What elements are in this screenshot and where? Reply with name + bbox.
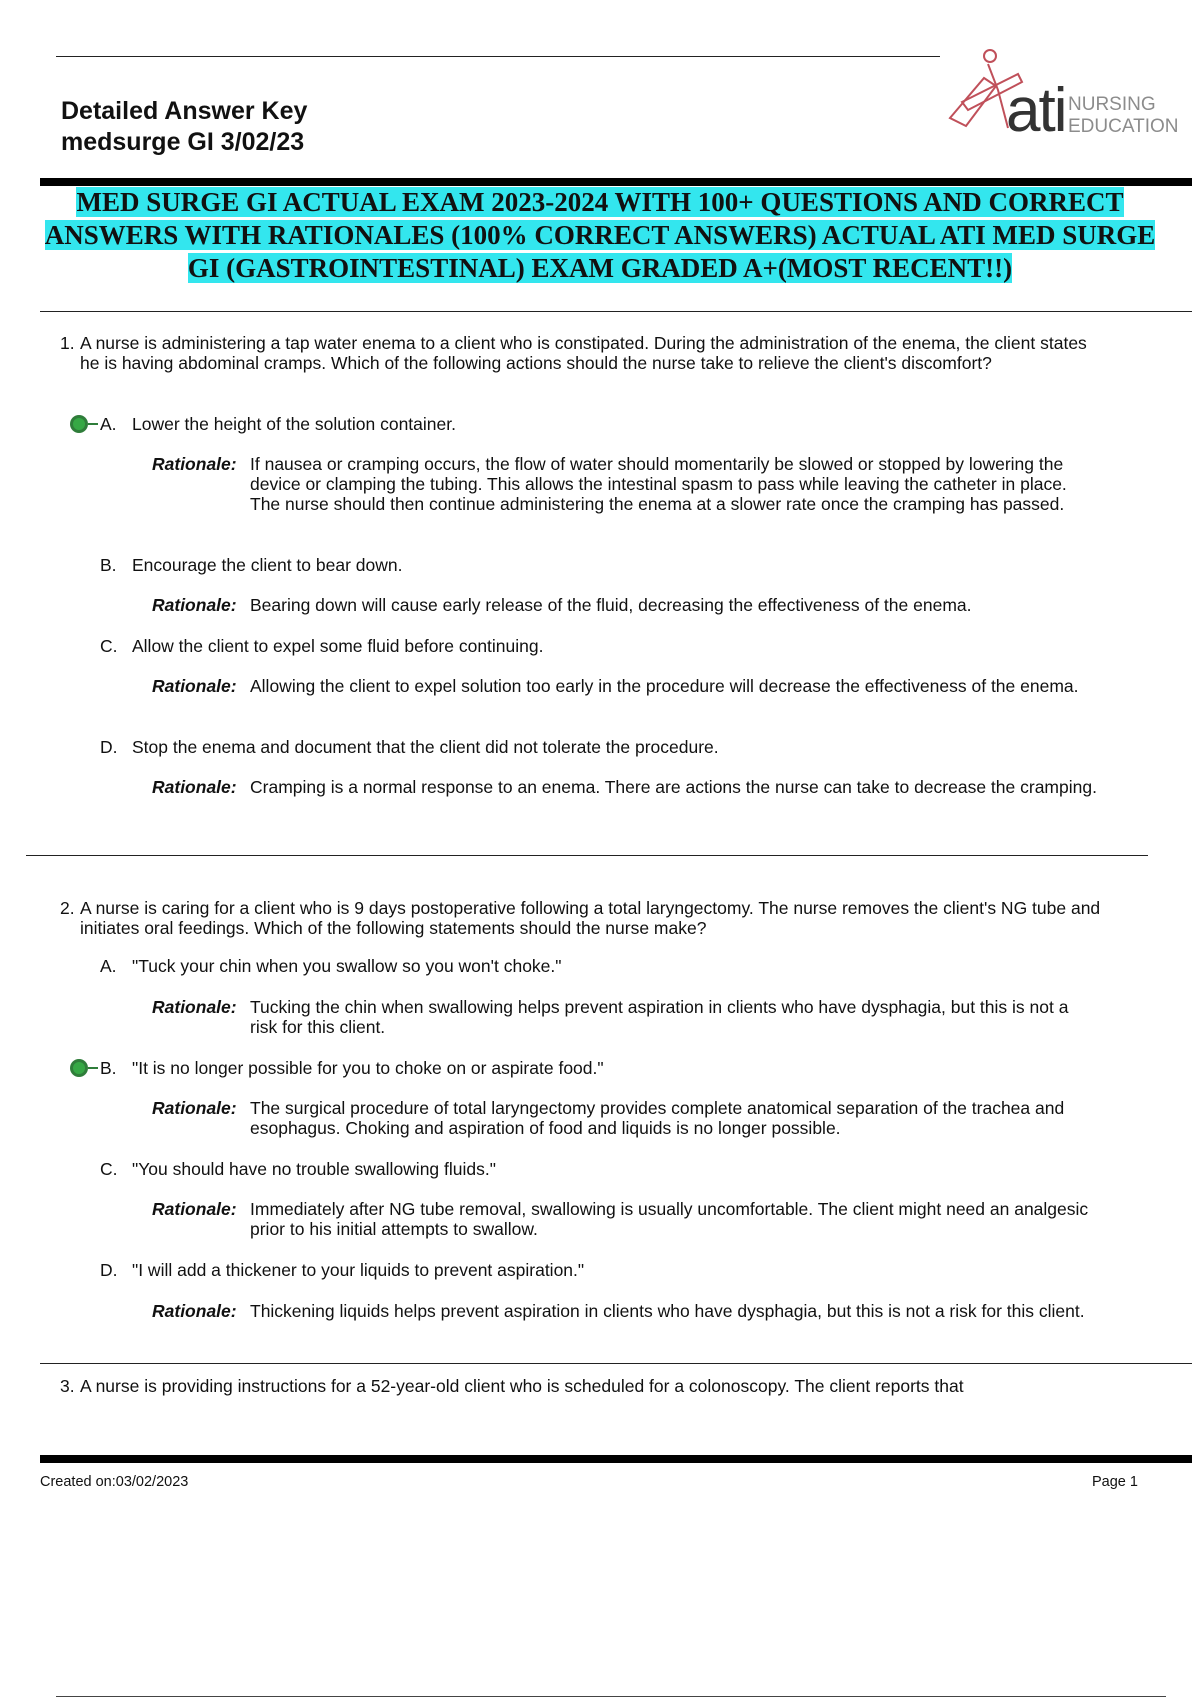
- exam-banner-text: MED SURGE GI ACTUAL EXAM 2023-2024 WITH 100+ QUESTIONS AND CORRECT ANSWERS WITH RATIONALES (100% CORRECT ANSWERS) ACTUAL ATI MED SURGE GI (GASTROINTESTINAL) EXAM GRADED A+(MOST RECENT!!): [44, 187, 1156, 283]
- option-letter: D.: [100, 1260, 118, 1280]
- title-line-1: Detailed Answer Key: [61, 97, 308, 125]
- option-1a[interactable]: [100, 414, 456, 434]
- option-letter: C.: [100, 636, 118, 656]
- rationale-label: Rationale:: [152, 1199, 237, 1219]
- page-number: Page 1: [1092, 1474, 1138, 1490]
- rationale-2c: [152, 1199, 1112, 1241]
- question-text: A nurse is caring for a client who is 9 days postoperative following a total laryngectomy. The nurse removes the client's NG tube and initiates oral feedings. Which of the following statements should the nurse make?: [80, 898, 1101, 938]
- option-letter: C.: [100, 1159, 118, 1179]
- rationale-label: Rationale:: [152, 454, 237, 474]
- ati-logo: [944, 44, 1179, 154]
- option-letter: B.: [100, 555, 117, 575]
- rationale-1d: [152, 777, 1112, 819]
- rationale-2d: [152, 1301, 1112, 1343]
- logo-ati-text: ati: [1006, 76, 1066, 145]
- doc-title: [61, 96, 307, 158]
- option-text: "You should have no trouble swallowing fluids.": [132, 1159, 496, 1179]
- question-divider: [26, 855, 1148, 856]
- rationale-1b: [152, 595, 1112, 617]
- question-text: A nurse is administering a tap water enema to a client who is constipated. During the administration of the enema, the client states he is having abdominal cramps. Which of the following actions should the nurse take to relieve the client's discomfort?: [80, 333, 1087, 373]
- rationale-label: Rationale:: [152, 595, 237, 615]
- created-date: Created on:03/02/2023: [40, 1474, 189, 1490]
- option-text: Encourage the client to bear down.: [132, 555, 403, 575]
- rationale-text: Bearing down will cause early release of the fluid, decreasing the effectiveness of the enema.: [250, 595, 972, 615]
- option-text: "I will add a thickener to your liquids to prevent aspiration.": [132, 1260, 585, 1280]
- rationale-2b: [152, 1098, 1112, 1140]
- option-2c[interactable]: [100, 1159, 496, 1179]
- section-rule: [40, 311, 1192, 312]
- option-2b[interactable]: [100, 1058, 604, 1078]
- logo-subtitle: [1068, 94, 1178, 138]
- rationale-label: Rationale:: [152, 777, 237, 797]
- option-text: Stop the enema and document that the client did not tolerate the procedure.: [132, 737, 719, 757]
- bottom-rule: [56, 1696, 1166, 1697]
- option-letter: D.: [100, 737, 118, 757]
- rationale-label: Rationale:: [152, 997, 237, 1017]
- question-1-stem: [60, 333, 1110, 395]
- rationale-text: Allowing the client to expel solution too early in the procedure will decrease the effectiveness of the enema.: [250, 676, 1079, 696]
- question-2-stem: [60, 898, 1110, 940]
- option-2a[interactable]: [100, 956, 562, 976]
- footer-thick-rule: [40, 1455, 1192, 1463]
- question-number: 1.: [60, 333, 75, 353]
- rationale-text: Thickening liquids helps prevent aspiration in clients who have dysphagia, but this is not a risk for this client.: [250, 1301, 1085, 1321]
- option-letter: B.: [100, 1058, 117, 1078]
- rationale-label: Rationale:: [152, 676, 237, 696]
- option-1b[interactable]: [100, 555, 402, 575]
- top-rule: [56, 56, 940, 57]
- rationale-text: If nausea or cramping occurs, the flow of water should momentarily be slowed or stopped by lowering the device or clamping the tubing. This allows the intestinal spasm to pass while leaving the catheter in place. The nurse should then continue administering the enema at a slower rate once the cramping has passed.: [250, 454, 1067, 514]
- logo-sub-education: EDUCATION: [1068, 116, 1179, 137]
- question-3-stem: [60, 1376, 1110, 1398]
- question-text: A nurse is providing instructions for a 52-year-old client who is scheduled for a colonoscopy. The client reports that: [80, 1376, 964, 1396]
- correct-answer-icon: [68, 1058, 102, 1078]
- rationale-label: Rationale:: [152, 1301, 237, 1321]
- header-thick-rule: [40, 178, 1192, 186]
- question-divider: [40, 1363, 1192, 1364]
- rationale-1c: [152, 676, 1112, 718]
- rationale-text: Immediately after NG tube removal, swallowing is usually uncomfortable. The client might need an analgesic prior to his initial attempts to swallow.: [250, 1199, 1089, 1239]
- correct-answer-icon: [68, 414, 102, 434]
- exam-banner: [30, 186, 1170, 285]
- logo-sub-nursing: NURSING: [1068, 94, 1156, 115]
- option-text: "Tuck your chin when you swallow so you won't choke.": [132, 956, 562, 976]
- option-text: "It is no longer possible for you to choke on or aspirate food.": [132, 1058, 604, 1078]
- rationale-text: Cramping is a normal response to an enema. There are actions the nurse can take to decrease the cramping.: [250, 777, 1097, 797]
- rationale-1a: [152, 454, 1112, 536]
- option-1d[interactable]: [100, 737, 719, 757]
- option-letter: A.: [100, 956, 117, 976]
- option-1c[interactable]: [100, 636, 544, 656]
- option-2d[interactable]: [100, 1260, 584, 1280]
- option-letter: A.: [100, 414, 117, 434]
- title-line-2: medsurge GI 3/02/23: [61, 128, 305, 156]
- question-number: 3.: [60, 1376, 75, 1396]
- rationale-label: Rationale:: [152, 1098, 237, 1118]
- rationale-2a: [152, 997, 1112, 1039]
- question-number: 2.: [60, 898, 75, 918]
- rationale-text: Tucking the chin when swallowing helps prevent aspiration in clients who have dysphagia, but this is not a risk for this client.: [250, 997, 1069, 1037]
- rationale-text: The surgical procedure of total laryngectomy provides complete anatomical separation of the trachea and esophagus. Choking and aspiration of food and liquids is no longer possible.: [250, 1098, 1065, 1138]
- option-text: Lower the height of the solution container.: [132, 414, 456, 434]
- option-text: Allow the client to expel some fluid before continuing.: [132, 636, 544, 656]
